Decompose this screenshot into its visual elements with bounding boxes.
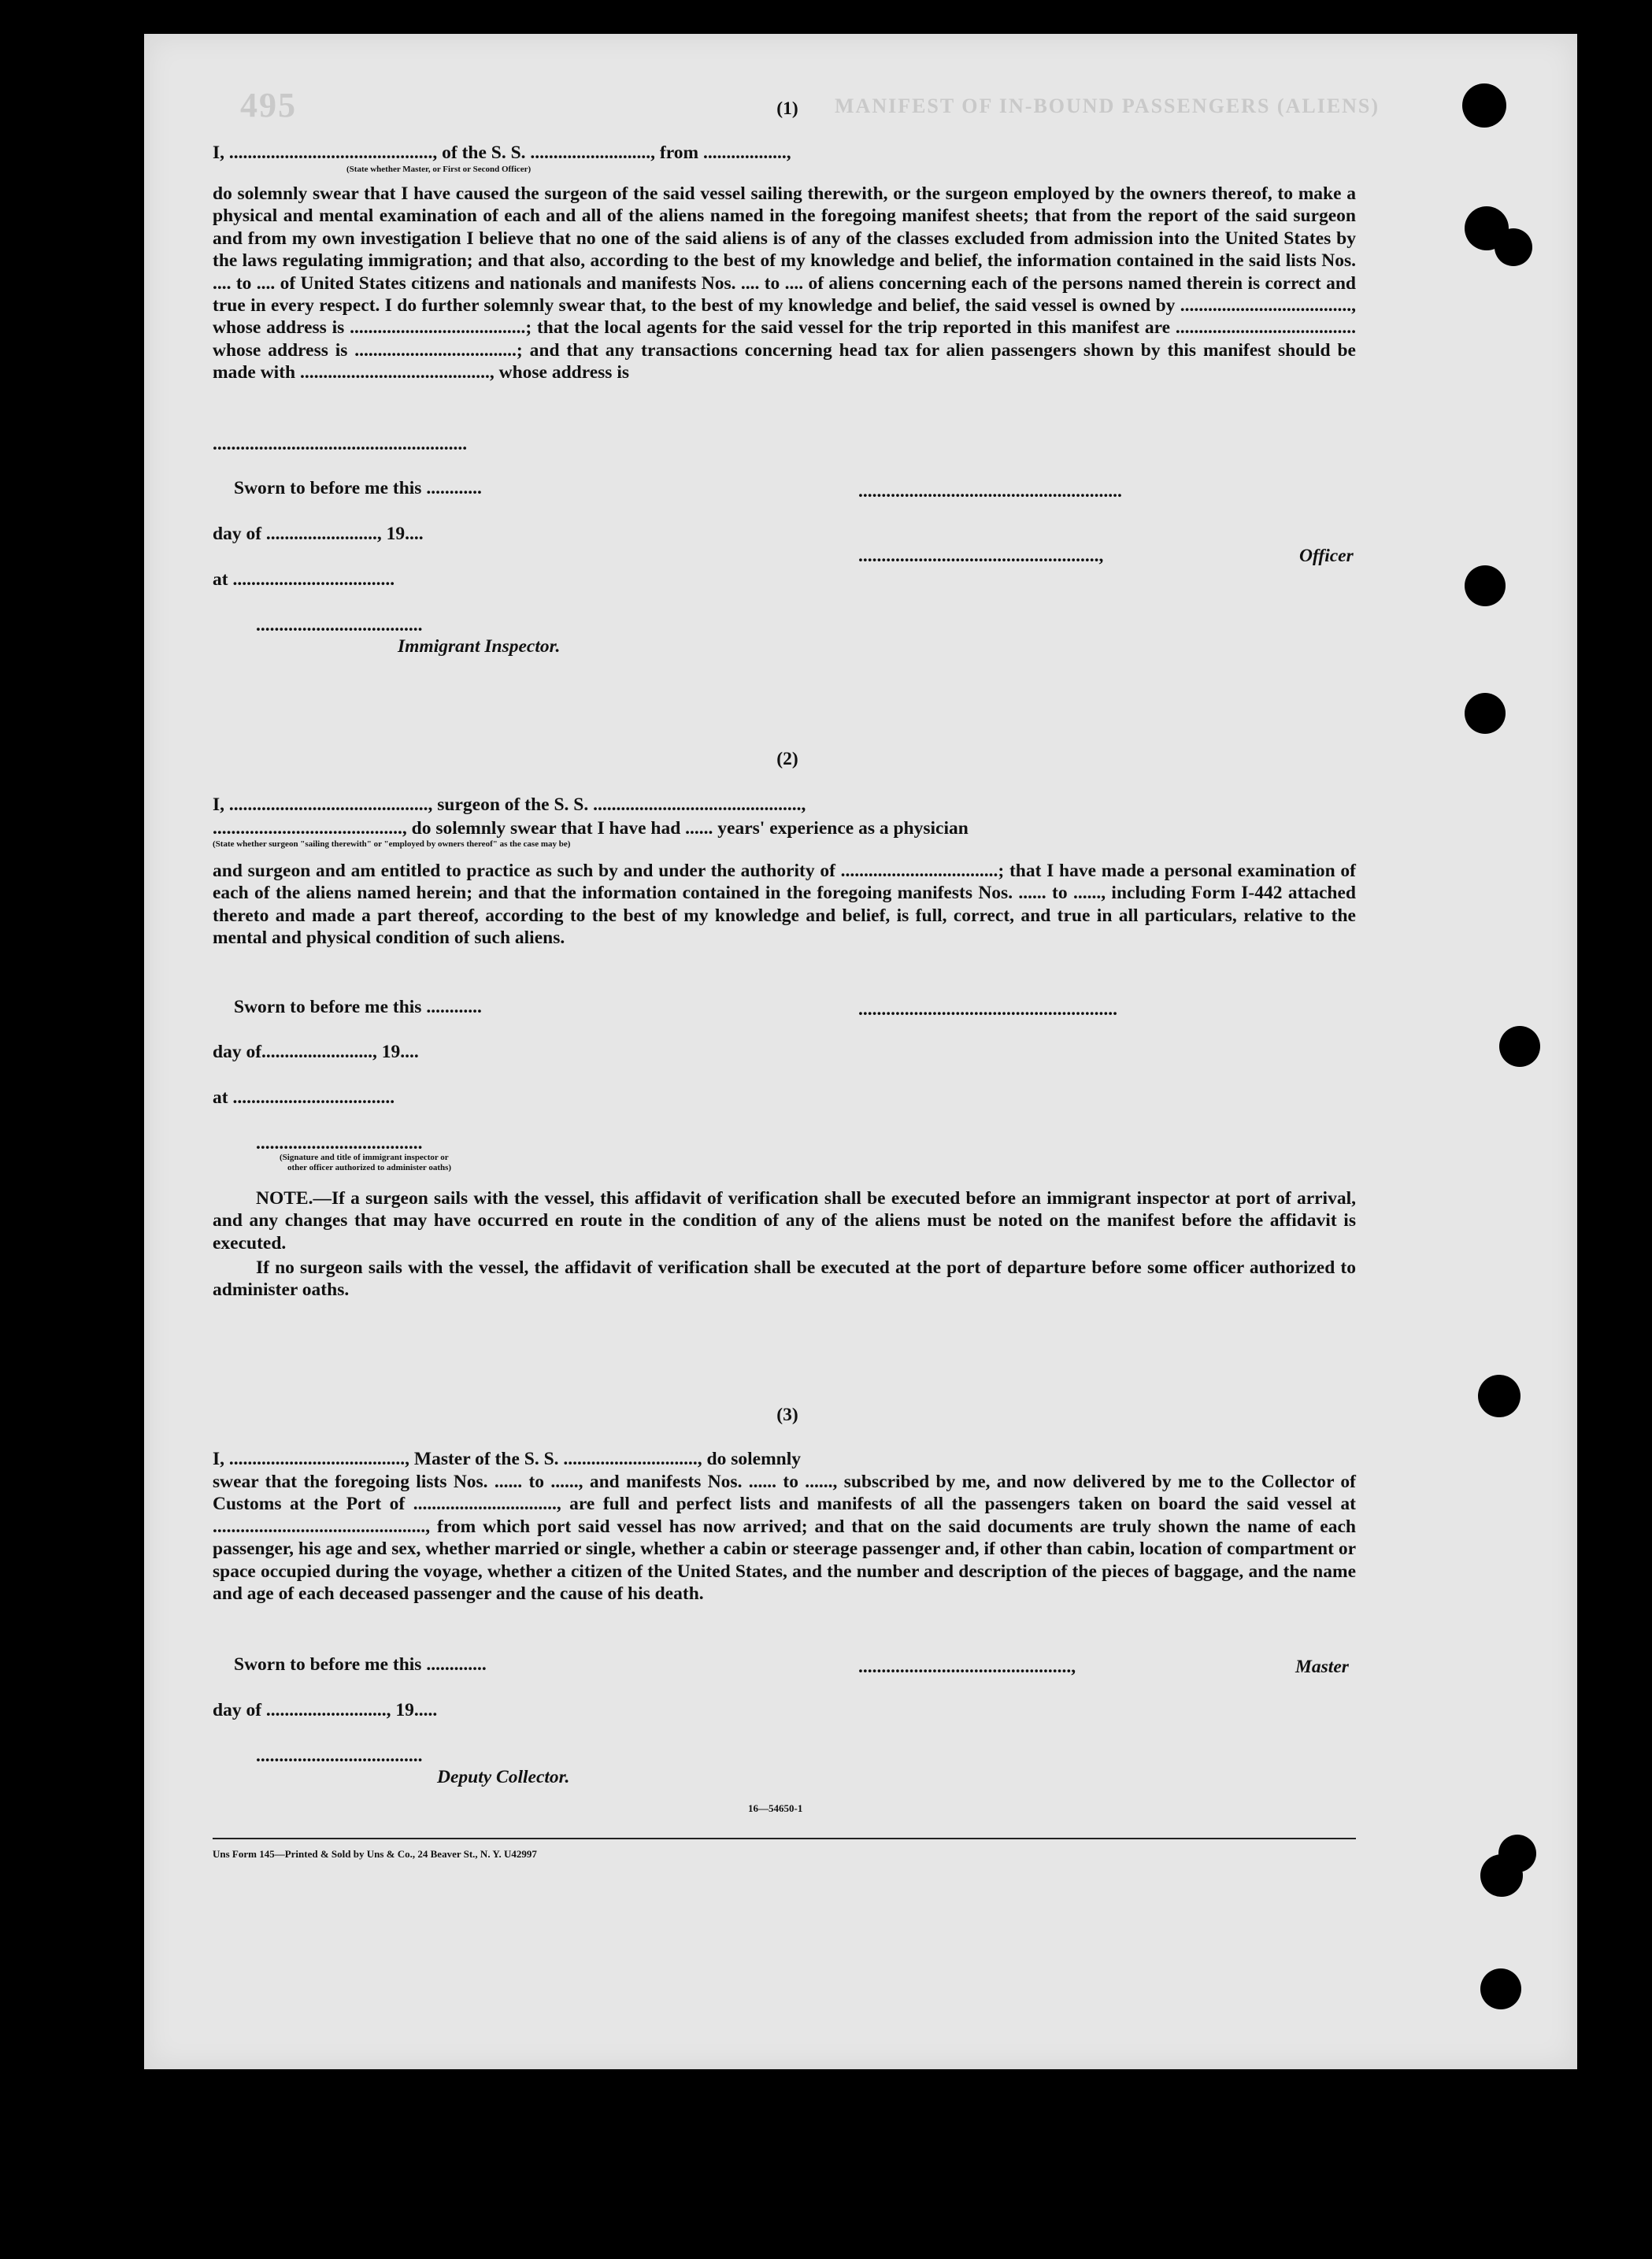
s3-oath-body: swear that the foregoing lists Nos. ...... to ......, and manifests Nos. ...... to ......, subscribed by me, and now delivered by me to the Collector of Customs at the Port of ..............................., are full and perfect lists and manifests of all the passengers taken on board the said vessel at .............................................., from which port said vessel has now arrived; and that on the said documents are truly shown the name of each passenger, his age and sex, whether married or single, whether a cabin or steerage passenger and, if other than cabin, location of compartment or space occupied during the voyage, whether a citizen of the United States, and the number and description of the pieces of baggage, and the name and age of each deceased passenger and the cause of his death.	[213, 1472, 1356, 1605]
punch-hole	[1480, 1854, 1523, 1897]
punch-hole	[1480, 1968, 1521, 2009]
punch-hole	[1465, 565, 1506, 606]
s2-day-line: day of........................, 19....	[213, 1042, 419, 1062]
punch-hole	[1462, 83, 1506, 128]
s2-oath-line: I, ..........................................., surgeon of the S. S. .............................................,	[213, 794, 806, 815]
printer-footer: Uns Form 145—Printed & Sold by Uns & Co., 24 Beaver St., N. Y. U42997	[213, 1848, 537, 1860]
s1-inspector-signature-line: ....................................	[256, 615, 423, 635]
s3-day-line: day of .........................., 19.....	[213, 1700, 438, 1720]
punch-hole	[1495, 228, 1532, 266]
s3-signature-line: ....................................	[256, 1746, 423, 1766]
s2-signature-line: ....................................	[256, 1133, 423, 1154]
form-code: 16—54650-1	[748, 1802, 803, 1814]
s3-master-label: Master	[1295, 1657, 1349, 1677]
s2-note-continued: If no surgeon sails with the vessel, the affidavit of verification shall be executed at the port of departure before some officer authorized to administer oaths.	[213, 1257, 1356, 1301]
section-2-heading: (2)	[776, 749, 798, 769]
s2-experience-line: ........................................., do solemnly swear that I have had ...... years' experience as a physician	[213, 818, 969, 839]
s2-sworn-line: Sworn to before me this ............	[234, 997, 482, 1017]
ghost-header: MANIFEST OF IN-BOUND PASSENGERS (ALIENS)	[835, 94, 1380, 117]
s1-officer-dots: ....................................................,	[858, 546, 1104, 566]
s1-officer-note: (State whether Master, or First or Second Officer)	[346, 165, 532, 174]
s1-body-tail: .......................................................	[213, 434, 468, 454]
section-1-heading: (1)	[776, 98, 798, 119]
punch-hole	[1499, 1026, 1540, 1067]
s3-sworn-line: Sworn to before me this .............	[234, 1654, 487, 1675]
s2-signature-note-1: (Signature and title of immigrant inspector or	[280, 1153, 449, 1162]
s3-collector-title: Deputy Collector.	[437, 1767, 570, 1787]
s3-master-signature-line: ..............................................,	[858, 1657, 1076, 1677]
punch-hole	[1465, 693, 1506, 734]
s2-signature-note-2: other officer authorized to administer oaths)	[287, 1163, 452, 1172]
s1-officer-label: Officer	[1299, 546, 1354, 566]
section-3-heading: (3)	[776, 1405, 798, 1425]
s1-day-line: day of ........................, 19....	[213, 524, 424, 544]
s2-surgeon-note: (State whether surgeon "sailing therewith" or "employed by owners thereof" as the case may be)	[213, 839, 571, 849]
s1-oath-body: do solemnly swear that I have caused the surgeon of the said vessel sailing therewith, or the surgeon employed by the owners thereof, to make a physical and mental examination of each and all of the aliens named in the foregoing manifest sheets; that from the report of the said surgeon and from my own investigation I believe that no one of the said aliens is of any of the classes excluded from admission into the United States by the laws regulating immigration; and that also, according to the best of my knowledge and belief, the information contained in the said lists Nos. .... to .... of United States citizens and nationals and manifests Nos. .... to .... of aliens concerning each of the persons named therein is correct and true in every respect. I do further solemnly swear that, to the best of my knowledge and belief, the said vessel is owned by ....................................., whose address is ......................................; that the local agents for the said vessel for the trip reported in this manifest are ....................................... whose address is ...................................; and that any transactions concerning head tax for alien passengers shown by this manifest should be made with ........................................., whose address is	[213, 183, 1356, 383]
footer-rule	[213, 1838, 1356, 1839]
s2-at-line: at ...................................	[213, 1087, 395, 1108]
s1-inspector-title: Immigrant Inspector.	[398, 636, 561, 657]
ghost-number: 495	[240, 86, 297, 124]
s1-sworn-line: Sworn to before me this ............	[234, 478, 482, 498]
s1-at-line: at ...................................	[213, 569, 395, 590]
s2-note: NOTE.—If a surgeon sails with the vessel, this affidavit of verification shall be executed before an immigrant inspector at port of arrival, and any changes that may have occurred en route in the condition of any of the aliens must be noted on the manifest before the affidavit is executed.	[213, 1188, 1356, 1254]
punch-hole	[1478, 1375, 1521, 1417]
s2-oath-body: and surgeon and am entitled to practice as such by and under the authority of ..................................; that I have made a personal examination of each of the aliens named herein; and that the information contained in the foregoing manifests Nos. ...... to ......, including Form I-442 attached thereto and made a part thereof, according to the best of my knowledge and belief, is full, correct, and true in all particulars, relative to the mental and physical condition of such aliens.	[213, 861, 1356, 949]
s3-oath-line: I, ......................................, Master of the S. S. ............................., do solemnly	[213, 1449, 801, 1469]
s1-oath-line: I, ............................................, of the S. S. .........................., from ..................,	[213, 143, 791, 163]
s2-surgeon-signature-line: ........................................................	[858, 999, 1117, 1020]
s1-officer-signature-line: .........................................................	[858, 481, 1122, 502]
